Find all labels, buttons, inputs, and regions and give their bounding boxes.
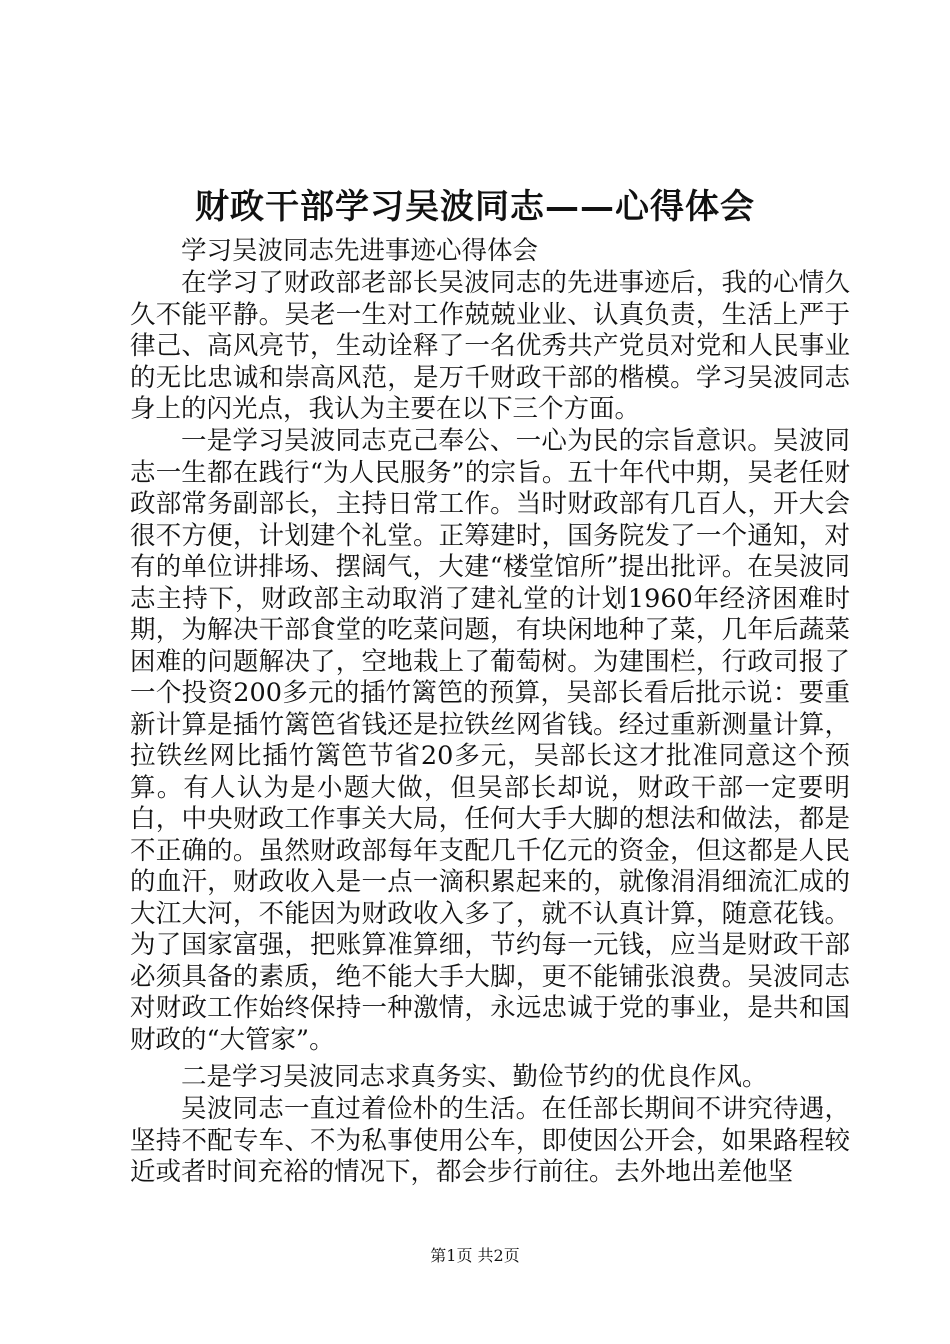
paragraph-text: 二是学习吴波同志求真务实、勤俭节约的优良作风。 <box>181 1062 768 1092</box>
page-footer: 第1页 共2页 <box>430 1246 520 1265</box>
document-title: 财政干部学习吴波同志——心得体会 <box>195 187 755 227</box>
paragraph-point-two-heading <box>130 1062 850 1094</box>
paragraph-text: 一是学习吴波同志克己奉公、一心为民的宗旨意识。吴波同志一生都在践行“为人民服务”的宗旨。五十年代中期，吴老任财政部常务副部长，主持日常工作。当时财政部有几百人，开大会很不方便，计划建个礼堂。正筹建时，国务院发了一个通知，对有的单位讲排场、摆阔气，大建“楼堂馆所”提出批评。在吴波同志主持下，财政部主动取消了建礼堂的计划1960年经济困难时期，为解决干部食堂的吃菜问题，有块闲地种了菜，几年后蔬菜困难的问题解决了，空地栽上了葡萄树。为建围栏，行政司报了一个投资200多元的插竹篱笆的预算，吴部长看后批示说：要重新计算是插竹篱笆省钱还是拉铁丝网省钱。经过重新测量计算，拉铁丝网比插竹篱笆节省20多元，吴部长这才批准同意这个预算。有人认为是小题大做，但吴部长却说，财政干部一定要明白，中央财政工作事关大局，任何大手大脚的想法和做法，都是不正确的。虽然财政部每年支配几千亿元的资金，但这都是人民的血汗，财政收入是一点一滴积累起来的，就像涓涓细流汇成的大江大河，不能因为财政收入多了，就不认真计算，随意花钱。为了国家富强，把账算准算细，节约每一元钱，应当是财政干部必须具备的素质，绝不能大手大脚，更不能铺张浪费。吴波同志对财政工作始终保持一种激情，永远忠诚于党的事业，是共和国财政的“大管家”。 <box>130 426 850 1055</box>
paragraph-point-two <box>130 1094 850 1189</box>
paragraph-text: 在学习了财政部老部长吴波同志的先进事迹后，我的心情久久不能平静。吴老一生对工作兢兢业业、认真负责，生活上严于律己、高风亮节，生动诠释了一名优秀共产党员对党和人民事业的无比忠诚和崇高风范，是万千财政干部的楷模。学习吴波同志身上的闪光点，我认为主要在以下三个方面。 <box>130 268 850 424</box>
document-subtitle <box>130 236 850 268</box>
paragraph-text: 吴波同志一直过着俭朴的生活。在任部长期间不讲究待遇，坚持不配专车、不为私事使用公车，即使因公开会，如果路程较近或者时间充裕的情况下，都会步行前往。去外地出差他坚 <box>130 1094 850 1187</box>
subtitle-text: 学习吴波同志先进事迹心得体会 <box>181 236 539 266</box>
paragraph-point-one <box>130 426 850 1056</box>
paragraph-intro <box>130 268 850 426</box>
